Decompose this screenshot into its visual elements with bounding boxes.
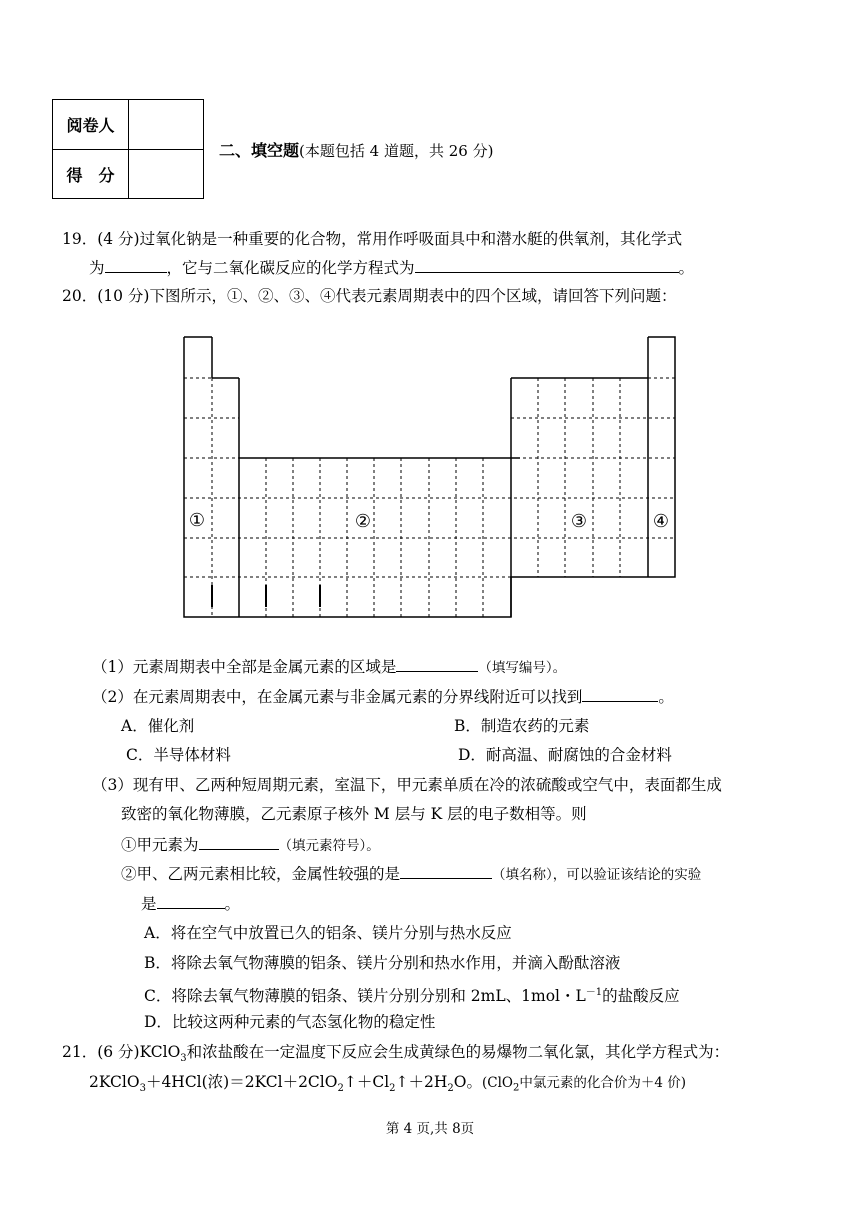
q20-p3-sub2-hint: （填名称），可以验证该结论的实验 (492, 867, 702, 883)
q20-p1-hint: （填写编号）。 (478, 660, 567, 676)
q20-p3-sub2-shi: 是 (141, 895, 157, 913)
q20-p3-sub1-blank[interactable] (199, 834, 279, 850)
q20-part2 (92, 686, 674, 707)
q20-p3-line1: （3）现有甲、乙两种短周期元素，室温下，甲元素单质在冷的浓硫酸或空气中，表面都生成 (92, 776, 722, 794)
q20-p3-sub1-text: ①甲元素为 (121, 836, 199, 854)
q21-note-b: 中氯元素的化合价为＋4 价) (519, 1075, 687, 1091)
q20-p2-option-c: C．半导体材料 (126, 746, 231, 764)
q20-p3-sub2-end: 。 (224, 895, 241, 913)
q20-p3-option-c-end: 的盐酸反应 (602, 987, 680, 1006)
region-2-label: ② (354, 511, 372, 532)
q20-p1-blank[interactable] (396, 656, 478, 672)
q20-p3-option-c-sup: －1 (585, 987, 603, 998)
q19-text-b: ，它与二氧化碳反应的化学方程式为 (166, 259, 415, 277)
q20-p2-blank[interactable] (582, 686, 658, 702)
q21-eq-sub4: 2 (447, 1083, 454, 1095)
q19-line1: 19．(4 分)过氧化钠是一种重要的化合物，常用作呼吸面具中和潜水艇的供氧剂，其化学式 (62, 230, 683, 248)
q20-p3-sub1-hint: （填元素符号）。 (278, 838, 380, 854)
q20-p3-option-b: B．将除去氧气物薄膜的铝条、镁片分别和热水作用，并滴入酚酞溶液 (144, 954, 621, 972)
region-1-label: ① (188, 510, 206, 531)
reviewer-label: 阅卷人 (53, 100, 129, 149)
q20-intro: 20．(10 分)下图所示，①、②、③、④代表元素周期表中的四个区域，请回答下列问题： (62, 287, 677, 305)
q21-note-sub: 2 (512, 1082, 520, 1094)
q20-p3-sub2-blank-name[interactable] (400, 863, 492, 879)
q19-text-a: 为 (89, 259, 105, 277)
region-3-label: ③ (570, 511, 588, 532)
region-4-label: ④ (652, 511, 670, 532)
q21-text-a: 21．(6 分)KClO (62, 1043, 181, 1061)
q20-p2-option-b: B．制造农药的元素 (454, 717, 590, 735)
q21-eq-b: ＋4HCl(浓)＝2KCl＋2ClO (145, 1073, 338, 1091)
q20-p3-option-d: D．比较这两种元素的气态氢化物的稳定性 (144, 1013, 436, 1031)
q20-p2-end: 。 (658, 688, 674, 706)
q21-line1 (62, 1042, 729, 1069)
q21-text-b: 和浓盐酸在一定温度下反应会生成黄绿色的易爆物二氧化氯，其化学方程式为： (186, 1043, 730, 1061)
q21-eq-a: 2KClO (89, 1073, 140, 1091)
q21-eq-e: O。 (453, 1073, 482, 1091)
q21-eq-sub1: 3 (139, 1083, 146, 1095)
q20-part1 (92, 656, 566, 678)
q20-p3-sub2 (121, 863, 701, 885)
q20-p2-text: （2）在元素周期表中，在金属元素与非金属元素的分界线附近可以找到 (92, 688, 583, 706)
section-note: (本题包括 4 道题，共 26 分) (299, 142, 494, 160)
page-footer: 第 4 页,共 8页 (385, 1121, 475, 1137)
q20-p2-option-a: A．催化剂 (121, 717, 195, 735)
q20-p1-text: （1）元素周期表中全部是金属元素的区域是 (92, 658, 397, 676)
q21-note (482, 1075, 687, 1094)
q20-p3-option-c-text: C．将除去氧气物薄膜的铝条、镁片分别分别和 2mL、1mol・L (144, 987, 586, 1006)
q20-p3-option-a: A．将在空气中放置已久的铝条、镁片分别与热水反应 (144, 924, 512, 942)
q21-equation (89, 1072, 686, 1099)
score-label: 得 分 (53, 150, 129, 199)
q20-p3-option-c (144, 983, 680, 1006)
q19-text-c: 。 (678, 259, 695, 277)
q21-eq-sub3: 2 (389, 1083, 396, 1095)
q21-eq-d: ↑＋2H (395, 1073, 448, 1091)
q21-eq-sub2: 2 (337, 1083, 344, 1095)
section-title: 二、填空题 (219, 141, 300, 160)
q20-p3-sub2-blank-exp[interactable] (157, 893, 225, 909)
q21-note-a: (ClO (482, 1075, 513, 1091)
q20-p3-sub2-cont (141, 893, 240, 914)
q20-p2-option-d: D．耐高温、耐腐蚀的合金材料 (458, 746, 672, 764)
q20-p3-sub2-text: ②甲、乙两元素相比较，金属性较强的是 (121, 865, 401, 883)
q20-p3-line2: 致密的氧化物薄膜，乙元素原子核外 M 层与 K 层的电子数相等。则 (121, 805, 587, 823)
q20-p3-sub1 (121, 834, 380, 856)
q21-eq-c: ↑＋Cl (343, 1073, 390, 1091)
q21-sub: 3 (180, 1053, 187, 1065)
